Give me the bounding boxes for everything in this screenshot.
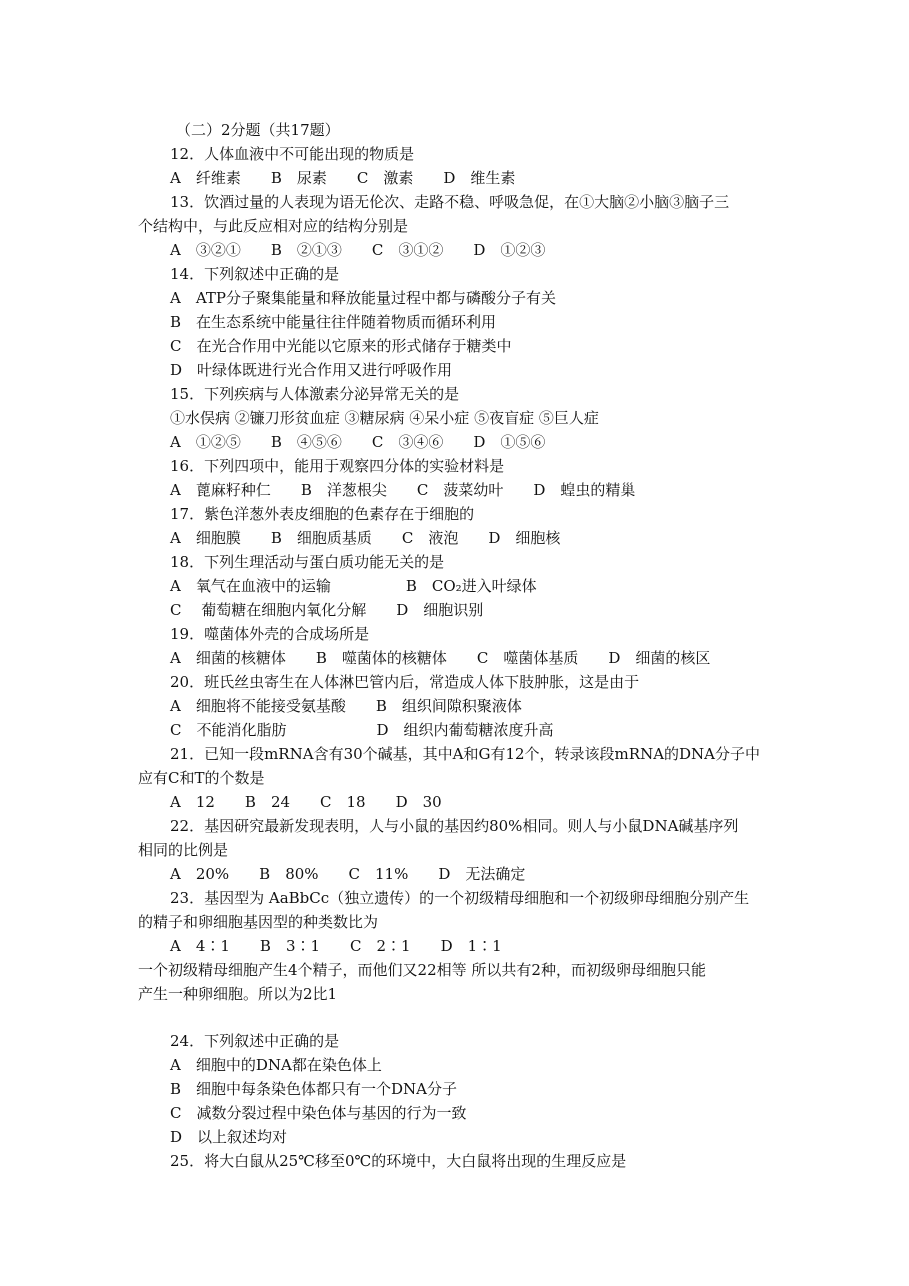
question-15-stem: 15．下列疾病与人体激素分泌异常无关的是 — [170, 385, 460, 403]
question-18-stem: 18．下列生理活动与蛋白质功能无关的是 — [170, 553, 445, 571]
question-21-stem-cont: 应有C和T的个数是 — [138, 769, 265, 787]
question-14-option-d: D 叶绿体既进行光合作用又进行呼吸作用 — [170, 361, 453, 379]
question-24-option-d: D 以上叙述均对 — [170, 1128, 288, 1146]
question-22-stem-cont: 相同的比例是 — [138, 841, 229, 859]
question-17-options: A 细胞膜 B 细胞质基质 C 液泡 D 细胞核 — [170, 529, 561, 547]
question-25-stem: 25．将大白鼠从25℃移至0℃的环境中，大白鼠将出现的生理反应是 — [170, 1152, 627, 1170]
question-19-stem: 19．噬菌体外壳的合成场所是 — [170, 625, 370, 643]
question-15-items: ①水俣病 ②镰刀形贫血症 ③糖尿病 ④呆小症 ⑤夜盲症 ⑤巨人症 — [170, 409, 599, 427]
question-22-stem: 22．基因研究最新发现表明，人与小鼠的基因约80%相同。则人与小鼠DNA碱基序列 — [170, 817, 739, 835]
question-17-stem: 17．紫色洋葱外表皮细胞的色素存在于细胞的 — [170, 505, 475, 523]
question-16-options: A 蓖麻籽种仁 B 洋葱根尖 C 菠菜幼叶 D 蝗虫的精巢 — [170, 481, 636, 499]
question-18-options-ab: A 氧气在血液中的运输 B CO₂进入叶绿体 — [170, 577, 537, 595]
question-14-option-a: A ATP分子聚集能量和释放能量过程中都与磷酸分子有关 — [170, 289, 556, 307]
question-16-stem: 16．下列四项中，能用于观察四分体的实验材料是 — [170, 457, 505, 475]
question-13-stem: 13．饮酒过量的人表现为语无伦次、走路不稳、呼吸急促，在①大脑②小脑③脑子三 — [170, 193, 730, 211]
question-20-options-cd: C 不能消化脂肪 D 组织内葡萄糖浓度升高 — [170, 721, 554, 739]
section-heading: （二）2分题（共17题） — [176, 121, 340, 139]
question-23-stem: 23．基因型为 AaBbCc（独立遗传）的一个初级精母细胞和一个初级卵母细胞分别产生 — [170, 889, 750, 907]
question-23-options: A 4∶1 B 3∶1 C 2∶1 D 1∶1 — [170, 937, 502, 955]
question-23-explanation-cont: 产生一种卵细胞。所以为2比1 — [138, 985, 338, 1003]
question-18-options-cd: C 葡萄糖在细胞内氧化分解 D 细胞识别 — [170, 601, 484, 619]
question-14-option-b: B 在生态系统中能量往往伴随着物质而循环利用 — [170, 313, 497, 331]
question-20-options-ab: A 细胞将不能接受氨基酸 B 组织间隙积聚液体 — [170, 697, 522, 715]
question-24-stem: 24．下列叙述中正确的是 — [170, 1032, 340, 1050]
question-20-stem: 20．班氏丝虫寄生在人体淋巴管内后，常造成人体下肢肿胀，这是由于 — [170, 673, 640, 691]
question-21-options: A 12 B 24 C 18 D 30 — [170, 793, 442, 811]
question-12-stem: 12．人体血液中不可能出现的物质是 — [170, 145, 415, 163]
question-23-explanation: 一个初级精母细胞产生4个精子，而他们又22相等 所以共有2种，而初级卵母细胞只能 — [138, 961, 706, 979]
question-14-option-c: C 在光合作用中光能以它原来的形式储存于糖类中 — [170, 337, 512, 355]
question-19-options: A 细菌的核糖体 B 噬菌体的核糖体 C 噬菌体基质 D 细菌的核区 — [170, 649, 711, 667]
question-12-options: A 纤维素 B 尿素 C 激素 D 维生素 — [170, 169, 516, 187]
question-24-option-a: A 细胞中的DNA都在染色体上 — [170, 1056, 382, 1074]
question-21-stem: 21．已知一段mRNA含有30个碱基，其中A和G有12个，转录该段mRNA的DNA分子中 — [170, 745, 761, 763]
question-14-stem: 14．下列叙述中正确的是 — [170, 265, 340, 283]
question-22-options: A 20% B 80% C 11% D 无法确定 — [170, 865, 526, 883]
question-24-option-b: B 细胞中每条染色体都只有一个DNA分子 — [170, 1080, 458, 1098]
question-24-option-c: C 减数分裂过程中染色体与基因的行为一致 — [170, 1104, 467, 1122]
question-15-options: A ①②⑤ B ④⑤⑥ C ③④⑥ D ①⑤⑥ — [170, 433, 546, 451]
question-13-stem-cont: 个结构中，与此反应相对应的结构分别是 — [138, 217, 409, 235]
question-13-options: A ③②① B ②①③ C ③①② D ①②③ — [170, 241, 546, 259]
question-23-stem-cont: 的精子和卵细胞基因型的种类数比为 — [138, 913, 379, 931]
